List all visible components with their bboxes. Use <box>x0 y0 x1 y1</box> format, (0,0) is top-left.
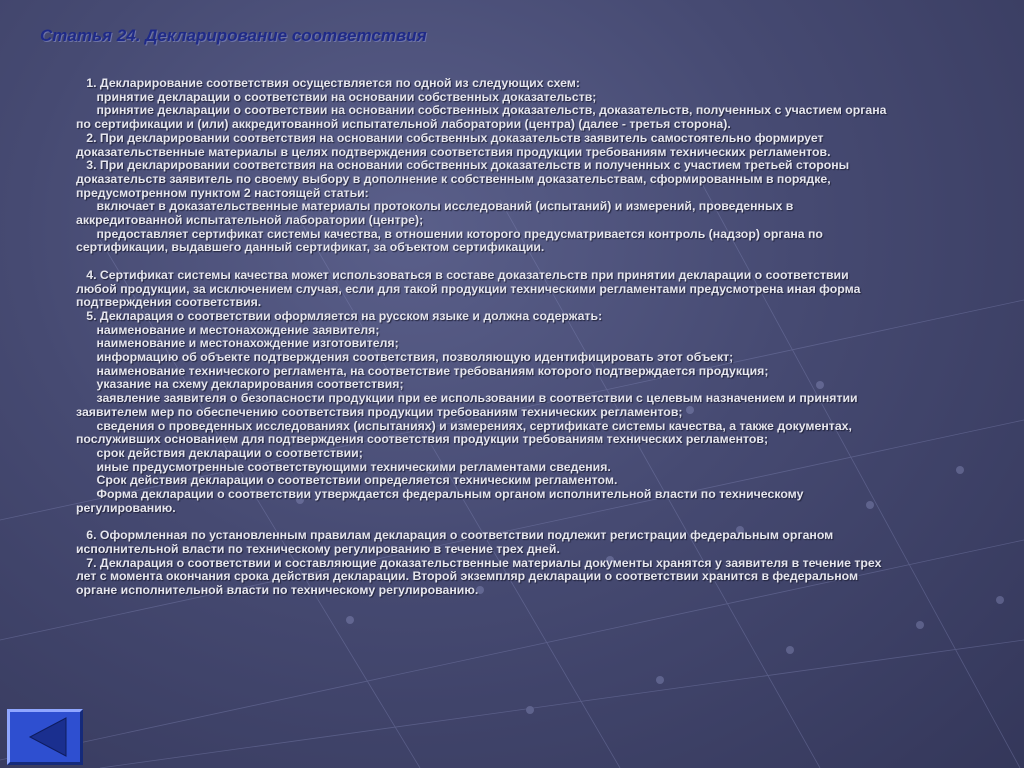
article-line: доказательственные материалы в целях подтверждения соответствия продукции требованиям технических регламентов. <box>76 144 831 159</box>
article-line: органе исполнительной власти по техническому регулированию. <box>76 582 479 597</box>
article-line: регулированию. <box>76 500 176 515</box>
article-line: заявление заявителя о безопасности продукции при ее использовании в соответствии с целевым назначением и принятии <box>76 391 858 406</box>
article-line: предоставляет сертификат системы качества, в отношении которого предусматривается контроль (надзор) органа по <box>76 226 823 241</box>
article-line: информацию об объекте подтверждения соответствия, позволяющую идентифицировать этот объект; <box>76 350 734 365</box>
triangle-left-icon <box>10 712 80 762</box>
article-line: принятие декларации о соответствии на основании собственных доказательств; <box>76 89 597 104</box>
article-line: 5. Декларация о соответствии оформляется на русском языке и должна содержать: <box>76 308 603 323</box>
paragraph-gap <box>76 515 1018 529</box>
article-line: наименование технического регламента, на соответствие требованиям которого подтверждается продукция; <box>76 363 769 378</box>
slide-title: Статья 24. Декларирование соответствия <box>40 26 427 45</box>
article-body <box>76 77 1018 598</box>
article-line: 6. Оформленная по установленным правилам декларация о соответствии подлежит регистрации федеральным органом <box>76 528 834 543</box>
article-line: 7. Декларация о соответствии и составляющие доказательственные материалы документы хранятся у заявителя в течение трех <box>76 555 882 570</box>
article-line: 4. Сертификат системы качества может использоваться в составе доказательств при принятии декларации о соответствии <box>76 267 849 282</box>
article-line: заявителем мер по обеспечению соответствия продукции требованиям технических регламентов; <box>76 404 683 419</box>
article-line: наименование и местонахождение заявителя; <box>76 322 380 337</box>
article-line: любой продукции, за исключением случая, если для такой продукции техническими регламентами предусмотрена иная форма <box>76 281 861 296</box>
article-line: 2. При декларировании соответствия на основании собственных доказательств заявитель самостоятельно формирует <box>76 130 824 145</box>
article-line: подтверждения соответствия. <box>76 295 262 310</box>
article-line: 1. Декларирование соответствия осуществляется по одной из следующих схем: <box>76 76 580 90</box>
article-line: аккредитованной испытательной лаборатории (центре); <box>76 213 424 228</box>
article-line: послуживших основанием для подтверждения соответствия продукции требованиям технических регламентов; <box>76 432 769 447</box>
article-line: 3. При декларировании соответствия на основании собственных доказательств и полученных с участием третьей стороны <box>76 158 850 173</box>
article-line: Срок действия декларации о соответствии определяется техническим регламентом. <box>76 473 618 488</box>
back-button[interactable] <box>7 709 83 765</box>
article-line: лет с момента окончания срока действия декларации. Второй экземпляр декларации о соответствии хранится в федеральном <box>76 569 859 584</box>
article-line: указание на схему декларирования соответствия; <box>76 377 404 392</box>
article-line: сведения о проведенных исследованиях (испытаниях) и измерениях, сертификате системы качества, а также документах, <box>76 418 852 433</box>
article-line: сертификации, выдавшего данный сертификат, за объектом сертификации. <box>76 240 545 255</box>
paragraph-gap <box>76 255 1018 269</box>
article-line: исполнительной власти по техническому регулированию в течение трех дней. <box>76 541 560 556</box>
article-line: предусмотренном пунктом 2 настоящей статьи: <box>76 185 369 200</box>
article-line: Форма декларации о соответствии утверждается федеральным органом исполнительной власти по техническому <box>76 487 804 502</box>
article-line: включает в доказательственные материалы протоколы исследований (испытаний) и измерений, проведенных в <box>76 199 794 214</box>
article-line: принятие декларации о соответствии на основании собственных доказательств, доказательств, полученных с участием органа <box>76 103 887 118</box>
article-line: доказательств заявитель по своему выбору в дополнение к собственным доказательствам, сформированным в порядке, <box>76 171 831 186</box>
article-line: по сертификации и (или) аккредитованной испытательной лаборатории (центра) (далее - третья сторона). <box>76 117 731 132</box>
article-line: срок действия декларации о соответствии; <box>76 445 363 460</box>
article-line: иные предусмотренные соответствующими техническими регламентами сведения. <box>76 459 611 474</box>
article-line: наименование и местонахождение изготовителя; <box>76 336 399 351</box>
